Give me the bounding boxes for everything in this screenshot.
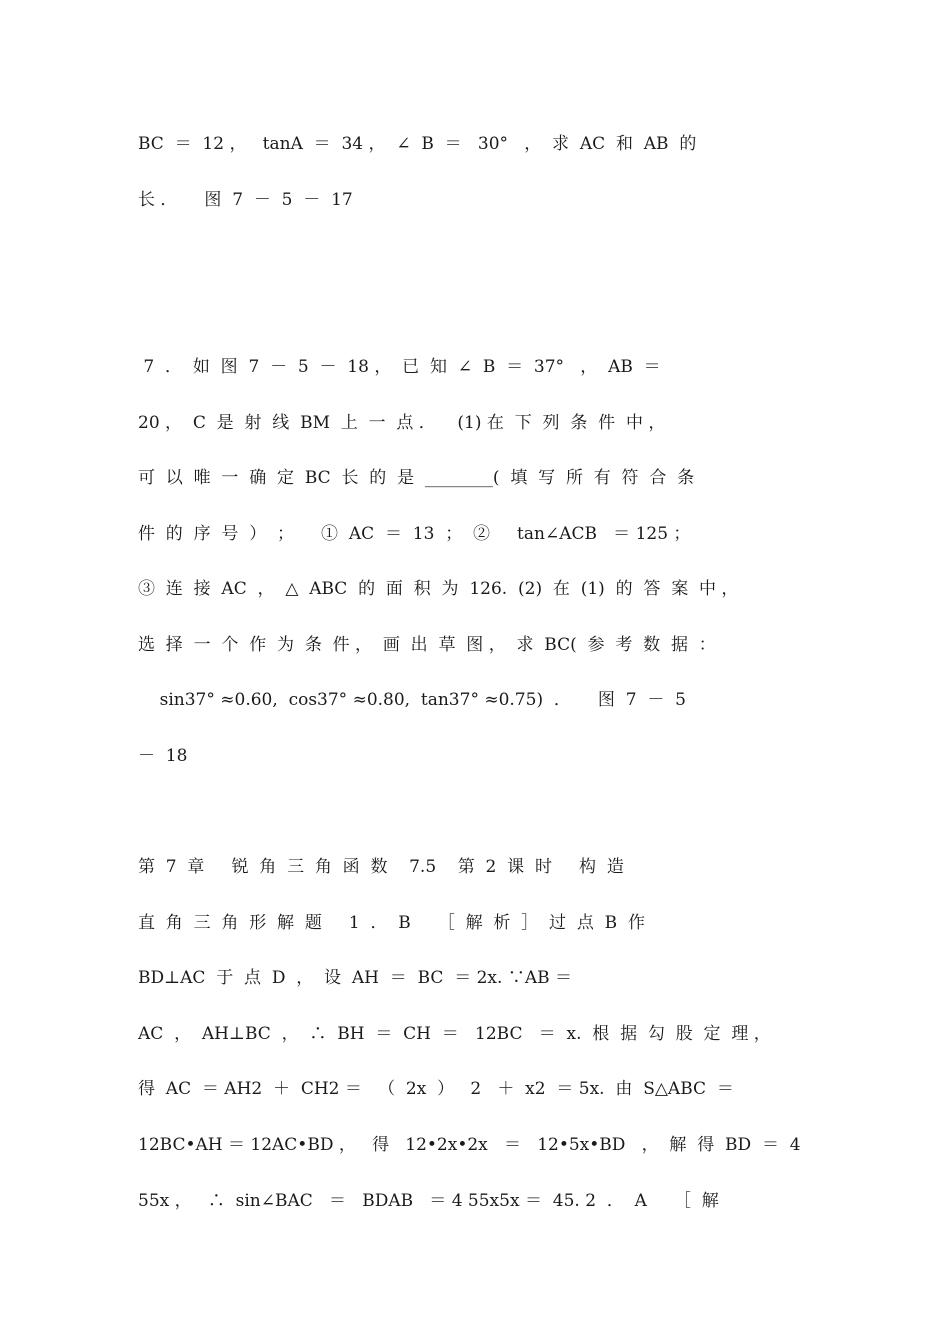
- text-line-12: 直 角 三 角 形 解 题 1 ． B ［ 解 析 ］ 过 点 B 作: [138, 913, 645, 933]
- text-line-13: BD⊥AC 于 点 D ， 设 AH ＝ BC ＝ 2x. ∵AB ＝: [138, 968, 572, 988]
- text-line-2: 长 ． 图 7 － 5 － 17: [138, 190, 353, 210]
- text-line-4: 20 ， C 是 射 线 BM 上 一 点 ． (1) 在 下 列 条 件 中 ，: [138, 413, 666, 433]
- text-line-17: 55x ， ∴ sin∠BAC ＝ BDAB ＝ 4 55x5x ＝ 45. 2 ． A ［ 解: [138, 1191, 719, 1211]
- text-line-9: sin37° ≈0.60, cos37° ≈0.80, tan37° ≈0.75) ． 图 7 － 5: [138, 690, 686, 710]
- text-line-16: 12BC•AH ＝ 12AC•BD ， 得 12•2x•2x ＝ 12•5x•BD ， 解 得 BD ＝ 4: [138, 1135, 801, 1155]
- text-line-5: 可 以 唯 一 确 定 BC 长 的 是 ________( 填 写 所 有 符 合 条: [138, 468, 695, 488]
- text-line-15: 得 AC ＝ AH2 ＋ CH2 ＝ （ 2x ） 2 ＋ x2 ＝ 5x. 由 S△ABC ＝: [138, 1079, 734, 1099]
- text-line-6: 件 的 序 号 ） ； ① AC ＝ 13 ； ② tan∠ACB ＝ 125 ；: [138, 524, 691, 544]
- text-line-3: 7 ． 如 图 7 － 5 － 18 ， 已 知 ∠ B ＝ 37° ， AB ＝: [138, 357, 661, 377]
- text-line-10: － 18: [138, 746, 188, 766]
- text-line-14: AC ， AH⊥BC ， ∴ BH ＝ CH ＝ 12BC ＝ x. 根 据 勾 股 定 理 ，: [138, 1024, 771, 1044]
- text-line-11: 第 7 章 锐 角 三 角 函 数 7.5 第 2 课 时 构 造: [138, 857, 624, 877]
- text-line-7: ③ 连 接 AC ， △ ABC 的 面 积 为 126. (2) 在 (1) 的 答 案 中 ，: [138, 579, 739, 599]
- text-line-8: 选 择 一 个 作 为 条 件 ， 画 出 草 图 ， 求 BC( 参 考 数 据 ：: [138, 635, 716, 655]
- text-line-1: BC ＝ 12 ， tanA ＝ 34 ， ∠ B ＝ 30° ， 求 AC 和 AB 的: [138, 134, 697, 154]
